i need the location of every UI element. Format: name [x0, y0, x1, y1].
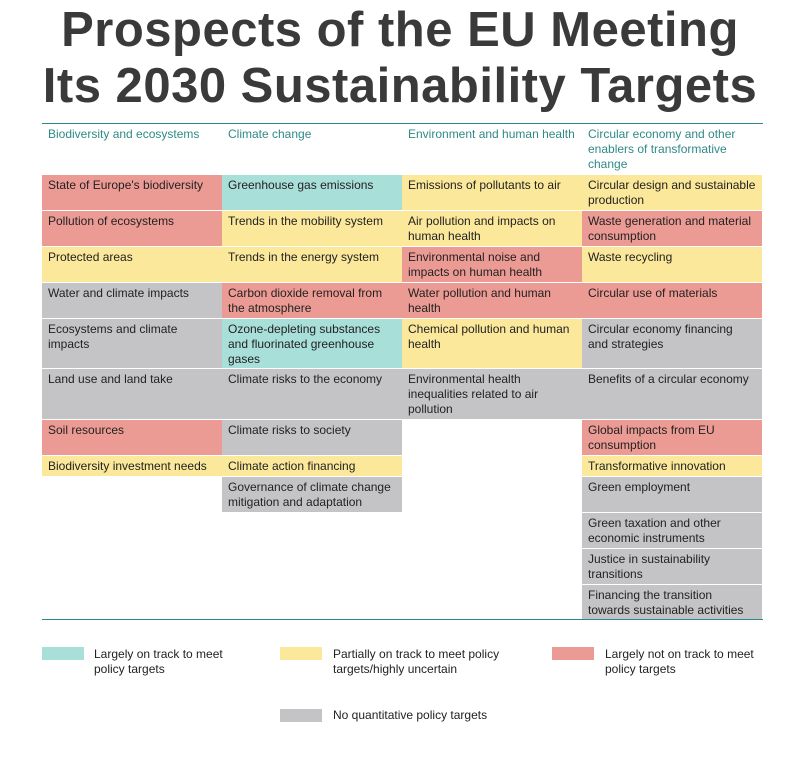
indicator-cell: Soil resources — [42, 420, 222, 456]
indicator-cell: Justice in sustainability transitions — [582, 549, 762, 585]
indicator-cell: Green taxation and other economic instruments — [582, 513, 762, 549]
column-header: Environment and human health — [408, 127, 575, 141]
indicator-cell: Financing the transition towards sustainable activities — [582, 585, 762, 621]
indicator-cell: Governance of climate change mitigation and adaptation — [222, 477, 402, 513]
indicator-cell: Environmental noise and impacts on human health — [402, 247, 582, 283]
category-column — [222, 124, 402, 513]
indicator-cell: Biodiversity investment needs — [42, 456, 222, 477]
indicator-cell: Waste generation and material consumption — [582, 211, 762, 247]
title-line-2: Its 2030 Sustainability Targets — [42, 59, 758, 113]
legend-label-on-track: Largely on track to meet policy targets — [94, 647, 223, 676]
indicator-cell: Land use and land take — [42, 369, 222, 420]
indicator-cell: Ecosystems and climate impacts — [42, 319, 222, 369]
indicator-cell: Transformative innovation — [582, 456, 762, 477]
indicator-cell: Pollution of ecosystems — [42, 211, 222, 247]
legend-swatch-on-track — [42, 647, 84, 660]
indicator-cell: Emissions of pollutants to air — [402, 175, 582, 211]
indicator-cell: Protected areas — [42, 247, 222, 283]
column-header: Biodiversity and ecosystems — [48, 127, 200, 141]
title-line-1: Prospects of the EU Meeting — [61, 3, 739, 57]
indicator-cell: Trends in the mobility system — [222, 211, 402, 247]
indicator-cell: Carbon dioxide removal from the atmosphere — [222, 283, 402, 319]
legend-swatch-partial — [280, 647, 322, 660]
table-bottom-rule — [42, 619, 763, 620]
indicator-cell: Waste recycling — [582, 247, 762, 283]
category-column — [582, 124, 762, 621]
legend-label-partial: Partially on track to meet policy targets/highly uncertain — [333, 647, 500, 676]
indicator-cell: Climate risks to society — [222, 420, 402, 456]
indicator-cell: Ozone-depleting substances and fluorinated greenhouse gases — [222, 319, 402, 369]
column-header: Climate change — [228, 127, 312, 141]
legend-label-not-on-track: Largely not on track to meet policy targets — [605, 647, 754, 676]
indicator-cell: Green employment — [582, 477, 762, 513]
chart-title — [0, 2, 800, 114]
indicator-cell: Environmental health inequalities related to air pollution — [402, 369, 582, 420]
indicator-cell: Global impacts from EU consumption — [582, 420, 762, 456]
indicator-cell: Water pollution and human health — [402, 283, 582, 319]
indicator-cell: Trends in the energy system — [222, 247, 402, 283]
indicator-cell: Greenhouse gas emissions — [222, 175, 402, 211]
indicator-cell: Benefits of a circular economy — [582, 369, 762, 420]
category-column — [402, 124, 582, 420]
column-header: Circular economy and other enablers of transformative change — [588, 127, 736, 171]
indicator-cell: Water and climate impacts — [42, 283, 222, 319]
indicator-cell: Circular economy financing and strategies — [582, 319, 762, 369]
legend-swatch-no-targets — [280, 709, 322, 722]
legend-label-no-targets: No quantitative policy targets — [333, 708, 488, 722]
indicator-cell: Circular design and sustainable production — [582, 175, 762, 211]
indicator-cell: Circular use of materials — [582, 283, 762, 319]
indicator-cell: Climate action financing — [222, 456, 402, 477]
legend-swatch-not-on-track — [552, 647, 594, 660]
indicator-cell: State of Europe's biodiversity — [42, 175, 222, 211]
indicator-cell: Chemical pollution and human health — [402, 319, 582, 369]
indicator-cell: Climate risks to the economy — [222, 369, 402, 420]
indicator-cell: Air pollution and impacts on human health — [402, 211, 582, 247]
category-column — [42, 124, 222, 477]
